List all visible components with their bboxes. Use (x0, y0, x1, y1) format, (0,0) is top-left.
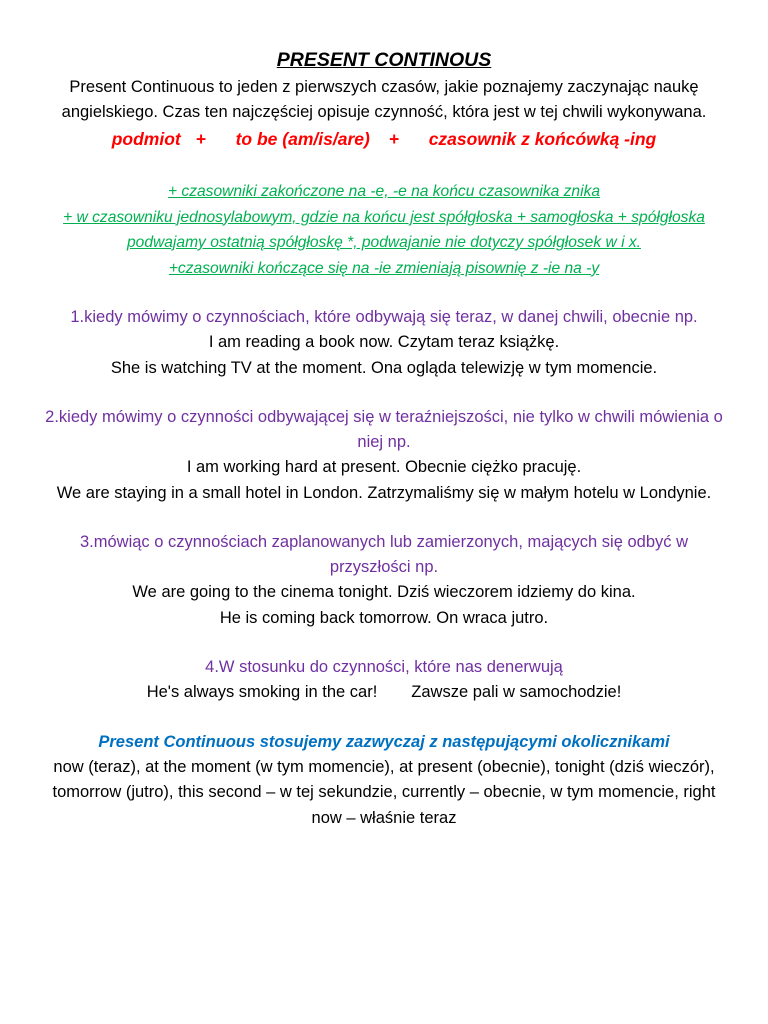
usage-example: She is watching TV at the moment. Ona ogląda telewizję w tym momencie. (110, 358, 658, 377)
example-english: He's always smoking in the car! (146, 683, 378, 701)
formula-plus-2: + (388, 129, 399, 149)
usage-section-3 (40, 506, 728, 631)
usage-example: I am working hard at present. Obecnie ciężko pracuję. (186, 458, 582, 476)
formula-subject: podmiot (111, 129, 181, 149)
usage-section-4 (40, 631, 728, 706)
formula (40, 125, 728, 152)
formula-verb: czasownik z końcówką -ing (428, 129, 657, 149)
formula-plus-1: + (195, 129, 206, 149)
spelling-rule: + w czasowniku jednosylabowym, gdzie na końcu jest spółgłoska + samogłoska + spółgłoska podwajamy ostatnią spółgłoskę *, podwajanie nie dotyczy spółgłosek w i x. (63, 208, 705, 251)
usage-example: He is coming back tomorrow. On wraca jutro. (219, 608, 549, 627)
intro-paragraph: Present Continuous to jeden z pierwszych czasów, jakie poznajemy zaczynając naukę angielskiego. Czas ten najczęściej opisuje czynność, która jest w tej chwili wykonywana. (61, 78, 707, 121)
usage-heading: 4.W stosunku do czynności, które nas denerwują (205, 658, 563, 676)
spelling-rules (40, 152, 728, 281)
adverbs-section (40, 706, 728, 832)
spelling-rule: + czasowniki zakończone na -e, -e na końcu czasownika znika (167, 183, 601, 200)
usage-heading: 2.kiedy mówimy o czynności odbywającej się w teraźniejszości, nie tylko w chwili mówienia o niej np. (45, 408, 723, 451)
usage-heading: 1.kiedy mówimy o czynnościach, które odbywają się teraz, w danej chwili, obecnie np. (70, 308, 698, 326)
usage-example: I am reading a book now. Czytam teraz książkę. (208, 333, 560, 351)
formula-to-be: to be (am/is/are) (235, 129, 370, 149)
usage-section-2 (40, 381, 728, 506)
usage-section-1 (40, 281, 728, 381)
adverbs-heading: Present Continuous stosujemy zazwyczaj z następującymi okolicznikami (98, 732, 670, 751)
usage-example (40, 680, 728, 706)
usage-example: We are going to the cinema tonight. Dziś wieczorem idziemy do kina. (132, 583, 636, 601)
page-title: PRESENT CONTINOUS (276, 49, 492, 71)
usage-example: We are staying in a small hotel in London. Zatrzymaliśmy się w małym hotelu w Londynie. (56, 483, 712, 502)
adverbs-list: now (teraz), at the moment (w tym momencie), at present (obecnie), tonight (dziś wieczór), tomorrow (jutro), this second – w tej sekundzie, currently – obecnie, w tym momencie, right now – właśnie teraz (52, 757, 716, 827)
usage-heading: 3.mówiąc o czynnościach zaplanowanych lub zamierzonych, mających się odbyć w przyszłości np. (79, 533, 689, 576)
spelling-rule: +czasowniki kończące się na -ie zmieniają pisownię z -ie na -y (168, 259, 600, 277)
example-polish: Zawsze pali w samochodzie! (411, 683, 622, 701)
